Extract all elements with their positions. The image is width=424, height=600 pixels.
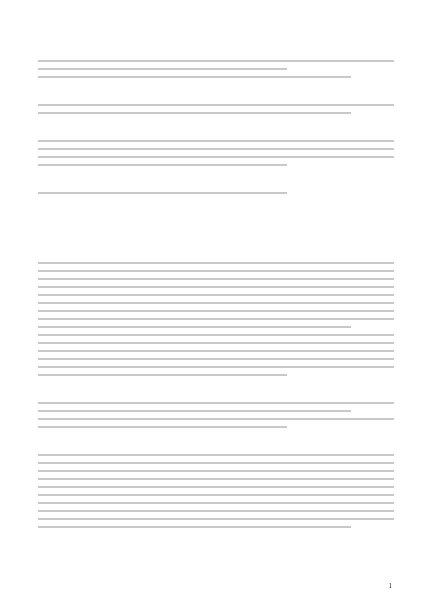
section-heading <box>38 382 394 391</box>
section-text <box>38 94 394 102</box>
unreadable-text <box>38 402 394 428</box>
unreadable-text <box>38 262 394 376</box>
section-fax <box>38 214 394 223</box>
section-city <box>38 172 394 194</box>
section-email <box>38 228 394 237</box>
section-heading <box>38 242 394 251</box>
section-body-text <box>38 434 394 528</box>
unreadable-text <box>38 60 394 78</box>
section-text <box>38 130 394 138</box>
unreadable-text <box>38 454 394 528</box>
section-heading <box>38 120 394 129</box>
section-keywords <box>38 382 394 428</box>
section-heading <box>38 172 394 181</box>
section-text <box>38 50 394 58</box>
document-page <box>38 40 394 534</box>
page-number: 1 <box>388 582 392 590</box>
unreadable-text <box>38 140 394 166</box>
section-heading <box>38 228 394 237</box>
section-phone <box>38 200 394 209</box>
section-text <box>38 252 394 260</box>
section-title <box>38 40 394 78</box>
section-heading <box>38 214 394 223</box>
section-heading <box>38 434 394 443</box>
section-authors <box>38 84 394 114</box>
section-text <box>38 444 394 452</box>
section-text <box>38 182 394 190</box>
section-abstract <box>38 242 394 376</box>
section-heading <box>38 40 394 49</box>
section-heading <box>38 200 394 209</box>
unreadable-text <box>38 192 394 194</box>
section-organization <box>38 120 394 166</box>
unreadable-text <box>38 104 394 114</box>
section-heading <box>38 84 394 93</box>
section-text <box>38 392 394 400</box>
